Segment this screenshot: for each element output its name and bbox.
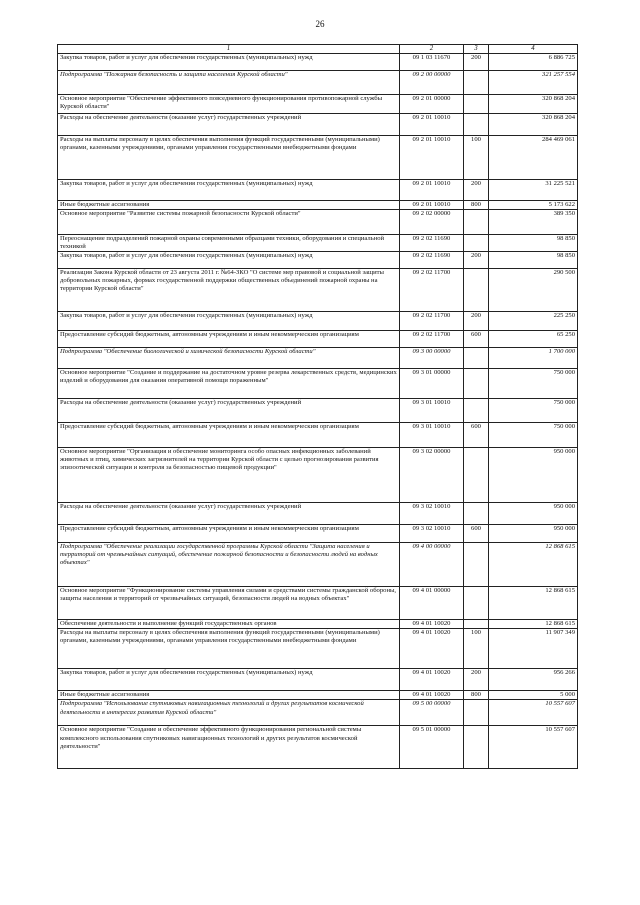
row-name-cell: Иные бюджетные ассигнования <box>58 691 400 700</box>
row-name-cell: Основное мероприятие "Создание и поддержание на достаточном уровне резерва лекарственных средств, медицинских изделий и оборудования для оказания оперативной помощи пораженным" <box>58 369 400 399</box>
row-amount-cell: 12 868 615 <box>489 587 578 620</box>
table-row <box>58 312 578 331</box>
row-code-cell: 09 2 02 11700 <box>400 312 464 331</box>
row-amount-cell: 65 250 <box>489 331 578 348</box>
table-row <box>58 71 578 95</box>
row-type-cell: 800 <box>464 201 489 210</box>
row-type-cell: 100 <box>464 136 489 180</box>
row-name-cell: Основное мероприятие "Организация и обеспечение мониторинга особо опасных инфекционных заболеваний животных и птиц, химических загрязнителей на территории Курской области с целью прогнозирования развития эпизоотической ситуации и контроля за безопасностью пищевой продукции" <box>58 448 400 503</box>
row-amount-cell: 321 257 554 <box>489 71 578 95</box>
row-name-cell: Подпрограмма "Обеспечение реализации государственной программы Курской области "Защита населения и территорий от чрезвычайных ситуаций, обеспечение пожарной безопасности и безопасности людей на водных объектах" <box>58 543 400 587</box>
row-type-cell: 600 <box>464 331 489 348</box>
column-header-type: 3 <box>464 45 489 54</box>
row-code-cell: 09 2 02 11700 <box>400 331 464 348</box>
row-amount-cell: 750 000 <box>489 369 578 399</box>
row-type-cell <box>464 95 489 114</box>
table-row <box>58 448 578 503</box>
row-type-cell <box>464 399 489 423</box>
table-row <box>58 503 578 525</box>
row-code-cell: 09 4 01 00000 <box>400 587 464 620</box>
row-type-cell <box>464 543 489 587</box>
row-type-cell <box>464 114 489 136</box>
row-name-cell: Реализация Закона Курской области от 23 августа 2011 г. №64-ЗКО "О системе мер правовой и социальной защиты добровольных пожарных, формах государственной поддержки общественных объединений пожарной охраны на территории Курской области" <box>58 269 400 312</box>
row-code-cell: 09 5 01 00000 <box>400 726 464 769</box>
row-amount-cell: 98 850 <box>489 235 578 252</box>
table-row <box>58 423 578 448</box>
row-name-cell: Расходы на обеспечение деятельности (оказание услуг) государственных учреждений <box>58 399 400 423</box>
row-code-cell: 09 2 01 00000 <box>400 95 464 114</box>
row-amount-cell: 31 225 521 <box>489 180 578 201</box>
row-amount-cell: 12 868 615 <box>489 620 578 629</box>
row-name-cell: Основное мероприятие "Развитие системы пожарной безопасности Курской области" <box>58 210 400 235</box>
row-type-cell: 600 <box>464 423 489 448</box>
row-code-cell: 09 3 02 10010 <box>400 503 464 525</box>
row-name-cell: Закупка товаров, работ и услуг для обеспечения государственных (муниципальных) нужд <box>58 669 400 691</box>
row-amount-cell: 225 250 <box>489 312 578 331</box>
row-type-cell: 200 <box>464 312 489 331</box>
row-name-cell: Закупка товаров, работ и услуг для обеспечения государственных (муниципальных) нужд <box>58 180 400 201</box>
row-code-cell: 09 3 01 00000 <box>400 369 464 399</box>
row-name-cell: Обеспечение деятельности и выполнение функций государственных органов <box>58 620 400 629</box>
row-code-cell: 09 2 01 10010 <box>400 180 464 201</box>
row-type-cell <box>464 587 489 620</box>
row-name-cell: Закупка товаров, работ и услуг для обеспечения государственных (муниципальных) нужд <box>58 252 400 269</box>
table-row <box>58 235 578 252</box>
row-amount-cell: 956 266 <box>489 669 578 691</box>
row-code-cell: 09 2 00 00000 <box>400 71 464 95</box>
table-row <box>58 691 578 700</box>
row-amount-cell: 1 700 000 <box>489 348 578 369</box>
row-amount-cell: 5 000 <box>489 691 578 700</box>
row-code-cell: 09 5 00 00000 <box>400 700 464 726</box>
row-name-cell: Подпрограмма "Пожарная безопасность и защита населения Курской области" <box>58 71 400 95</box>
table-row <box>58 700 578 726</box>
row-type-cell <box>464 700 489 726</box>
table-header-row <box>58 45 578 54</box>
row-amount-cell: 950 000 <box>489 503 578 525</box>
row-code-cell: 09 3 01 10010 <box>400 423 464 448</box>
row-code-cell: 09 2 02 11690 <box>400 235 464 252</box>
row-code-cell: 09 4 01 10020 <box>400 691 464 700</box>
row-type-cell <box>464 235 489 252</box>
column-header-amount: 4 <box>489 45 578 54</box>
row-code-cell: 09 3 02 00000 <box>400 448 464 503</box>
row-name-cell: Подпрограмма "Использование спутниковых навигационных технологий и других результатов космической деятельности в интересах развития Курской области" <box>58 700 400 726</box>
row-name-cell: Подпрограмма "Обеспечение биологической и химической безопасности Курской области" <box>58 348 400 369</box>
row-amount-cell: 750 000 <box>489 399 578 423</box>
row-code-cell: 09 2 02 11700 <box>400 269 464 312</box>
row-amount-cell: 950 000 <box>489 448 578 503</box>
row-name-cell: Расходы на обеспечение деятельности (оказание услуг) государственных учреждений <box>58 114 400 136</box>
row-name-cell: Предоставление субсидий бюджетным, автономным учреждениям и иным некоммерческим организациям <box>58 423 400 448</box>
table-row <box>58 348 578 369</box>
table-row <box>58 399 578 423</box>
row-type-cell: 200 <box>464 180 489 201</box>
row-code-cell: 09 4 01 10020 <box>400 629 464 669</box>
row-type-cell <box>464 269 489 312</box>
row-amount-cell: 10 557 607 <box>489 700 578 726</box>
row-code-cell: 09 2 01 10010 <box>400 136 464 180</box>
row-type-cell: 200 <box>464 252 489 269</box>
row-type-cell <box>464 620 489 629</box>
column-header-code: 2 <box>400 45 464 54</box>
row-amount-cell: 98 850 <box>489 252 578 269</box>
row-code-cell: 09 2 01 10010 <box>400 201 464 210</box>
page-number: 26 <box>315 19 325 29</box>
table-row <box>58 95 578 114</box>
row-type-cell: 100 <box>464 629 489 669</box>
row-amount-cell: 12 868 615 <box>489 543 578 587</box>
row-type-cell: 600 <box>464 525 489 543</box>
row-name-cell: Расходы на выплаты персоналу в целях обеспечения выполнения функций государственными (муниципальными) органами, казенными учреждениями, органами управления государственными внебюджетными фондами <box>58 629 400 669</box>
table-row <box>58 180 578 201</box>
row-amount-cell: 5 173 622 <box>489 201 578 210</box>
row-name-cell: Переоснащение подразделений пожарной охраны современными образцами техники, оборудования и специальной техникой <box>58 235 400 252</box>
row-code-cell: 09 2 01 10010 <box>400 114 464 136</box>
row-code-cell: 09 3 01 10010 <box>400 399 464 423</box>
row-type-cell <box>464 726 489 769</box>
table-row <box>58 587 578 620</box>
table-row <box>58 201 578 210</box>
row-name-cell: Основное мероприятие "Обеспечение эффективного повседневного функционирования противопожарной службы Курской области" <box>58 95 400 114</box>
row-code-cell: 09 4 01 10020 <box>400 669 464 691</box>
row-name-cell: Закупка товаров, работ и услуг для обеспечения государственных (муниципальных) нужд <box>58 54 400 71</box>
row-amount-cell: 750 000 <box>489 423 578 448</box>
row-type-cell <box>464 348 489 369</box>
table-row <box>58 369 578 399</box>
table-row <box>58 331 578 348</box>
table-row <box>58 54 578 71</box>
table-row <box>58 726 578 769</box>
table-row <box>58 543 578 587</box>
row-name-cell: Закупка товаров, работ и услуг для обеспечения государственных (муниципальных) нужд <box>58 312 400 331</box>
column-header-name: 1 <box>58 45 400 54</box>
row-amount-cell: 284 469 061 <box>489 136 578 180</box>
row-amount-cell: 10 557 607 <box>489 726 578 769</box>
row-name-cell: Расходы на обеспечение деятельности (оказание услуг) государственных учреждений <box>58 503 400 525</box>
table-row <box>58 269 578 312</box>
row-type-cell: 800 <box>464 691 489 700</box>
row-type-cell <box>464 71 489 95</box>
row-type-cell <box>464 369 489 399</box>
row-type-cell <box>464 448 489 503</box>
row-type-cell <box>464 210 489 235</box>
table-row <box>58 525 578 543</box>
table-row <box>58 252 578 269</box>
row-type-cell <box>464 503 489 525</box>
row-code-cell: 09 2 02 00000 <box>400 210 464 235</box>
row-code-cell: 09 1 03 11670 <box>400 54 464 71</box>
row-code-cell: 09 2 02 11690 <box>400 252 464 269</box>
row-amount-cell: 290 500 <box>489 269 578 312</box>
row-type-cell: 200 <box>464 669 489 691</box>
row-amount-cell: 389 350 <box>489 210 578 235</box>
row-type-cell: 200 <box>464 54 489 71</box>
table-row <box>58 210 578 235</box>
row-name-cell: Расходы на выплаты персоналу в целях обеспечения выполнения функций государственными (муниципальными) органами, казенными учреждениями, органами управления государственными внебюджетными фондами <box>58 136 400 180</box>
row-name-cell: Предоставление субсидий бюджетным, автономным учреждениям и иным некоммерческим организациям <box>58 525 400 543</box>
table-body <box>58 54 578 769</box>
row-name-cell: Основное мероприятие "Функционирование системы управления силами и средствами системы гражданской обороны, защиты населения и территорий от чрезвычайных ситуаций, безопасности людей на водных объектах" <box>58 587 400 620</box>
row-amount-cell: 320 868 204 <box>489 114 578 136</box>
row-code-cell: 09 3 00 00000 <box>400 348 464 369</box>
budget-table <box>57 44 578 769</box>
row-amount-cell: 320 868 204 <box>489 95 578 114</box>
row-code-cell: 09 4 01 10020 <box>400 620 464 629</box>
table-row <box>58 620 578 629</box>
table-row <box>58 629 578 669</box>
row-amount-cell: 6 886 725 <box>489 54 578 71</box>
row-name-cell: Основное мероприятие "Создание и обеспечение эффективного функционирования региональной системы комплексного использования спутниковых навигационных технологий и других результатов космической деятельности" <box>58 726 400 769</box>
table-row <box>58 136 578 180</box>
row-code-cell: 09 3 02 10010 <box>400 525 464 543</box>
row-code-cell: 09 4 00 00000 <box>400 543 464 587</box>
row-name-cell: Предоставление субсидий бюджетным, автономным учреждениям и иным некоммерческим организациям <box>58 331 400 348</box>
table-row <box>58 669 578 691</box>
table-row <box>58 114 578 136</box>
row-amount-cell: 11 907 349 <box>489 629 578 669</box>
row-name-cell: Иные бюджетные ассигнования <box>58 201 400 210</box>
row-amount-cell: 950 000 <box>489 525 578 543</box>
